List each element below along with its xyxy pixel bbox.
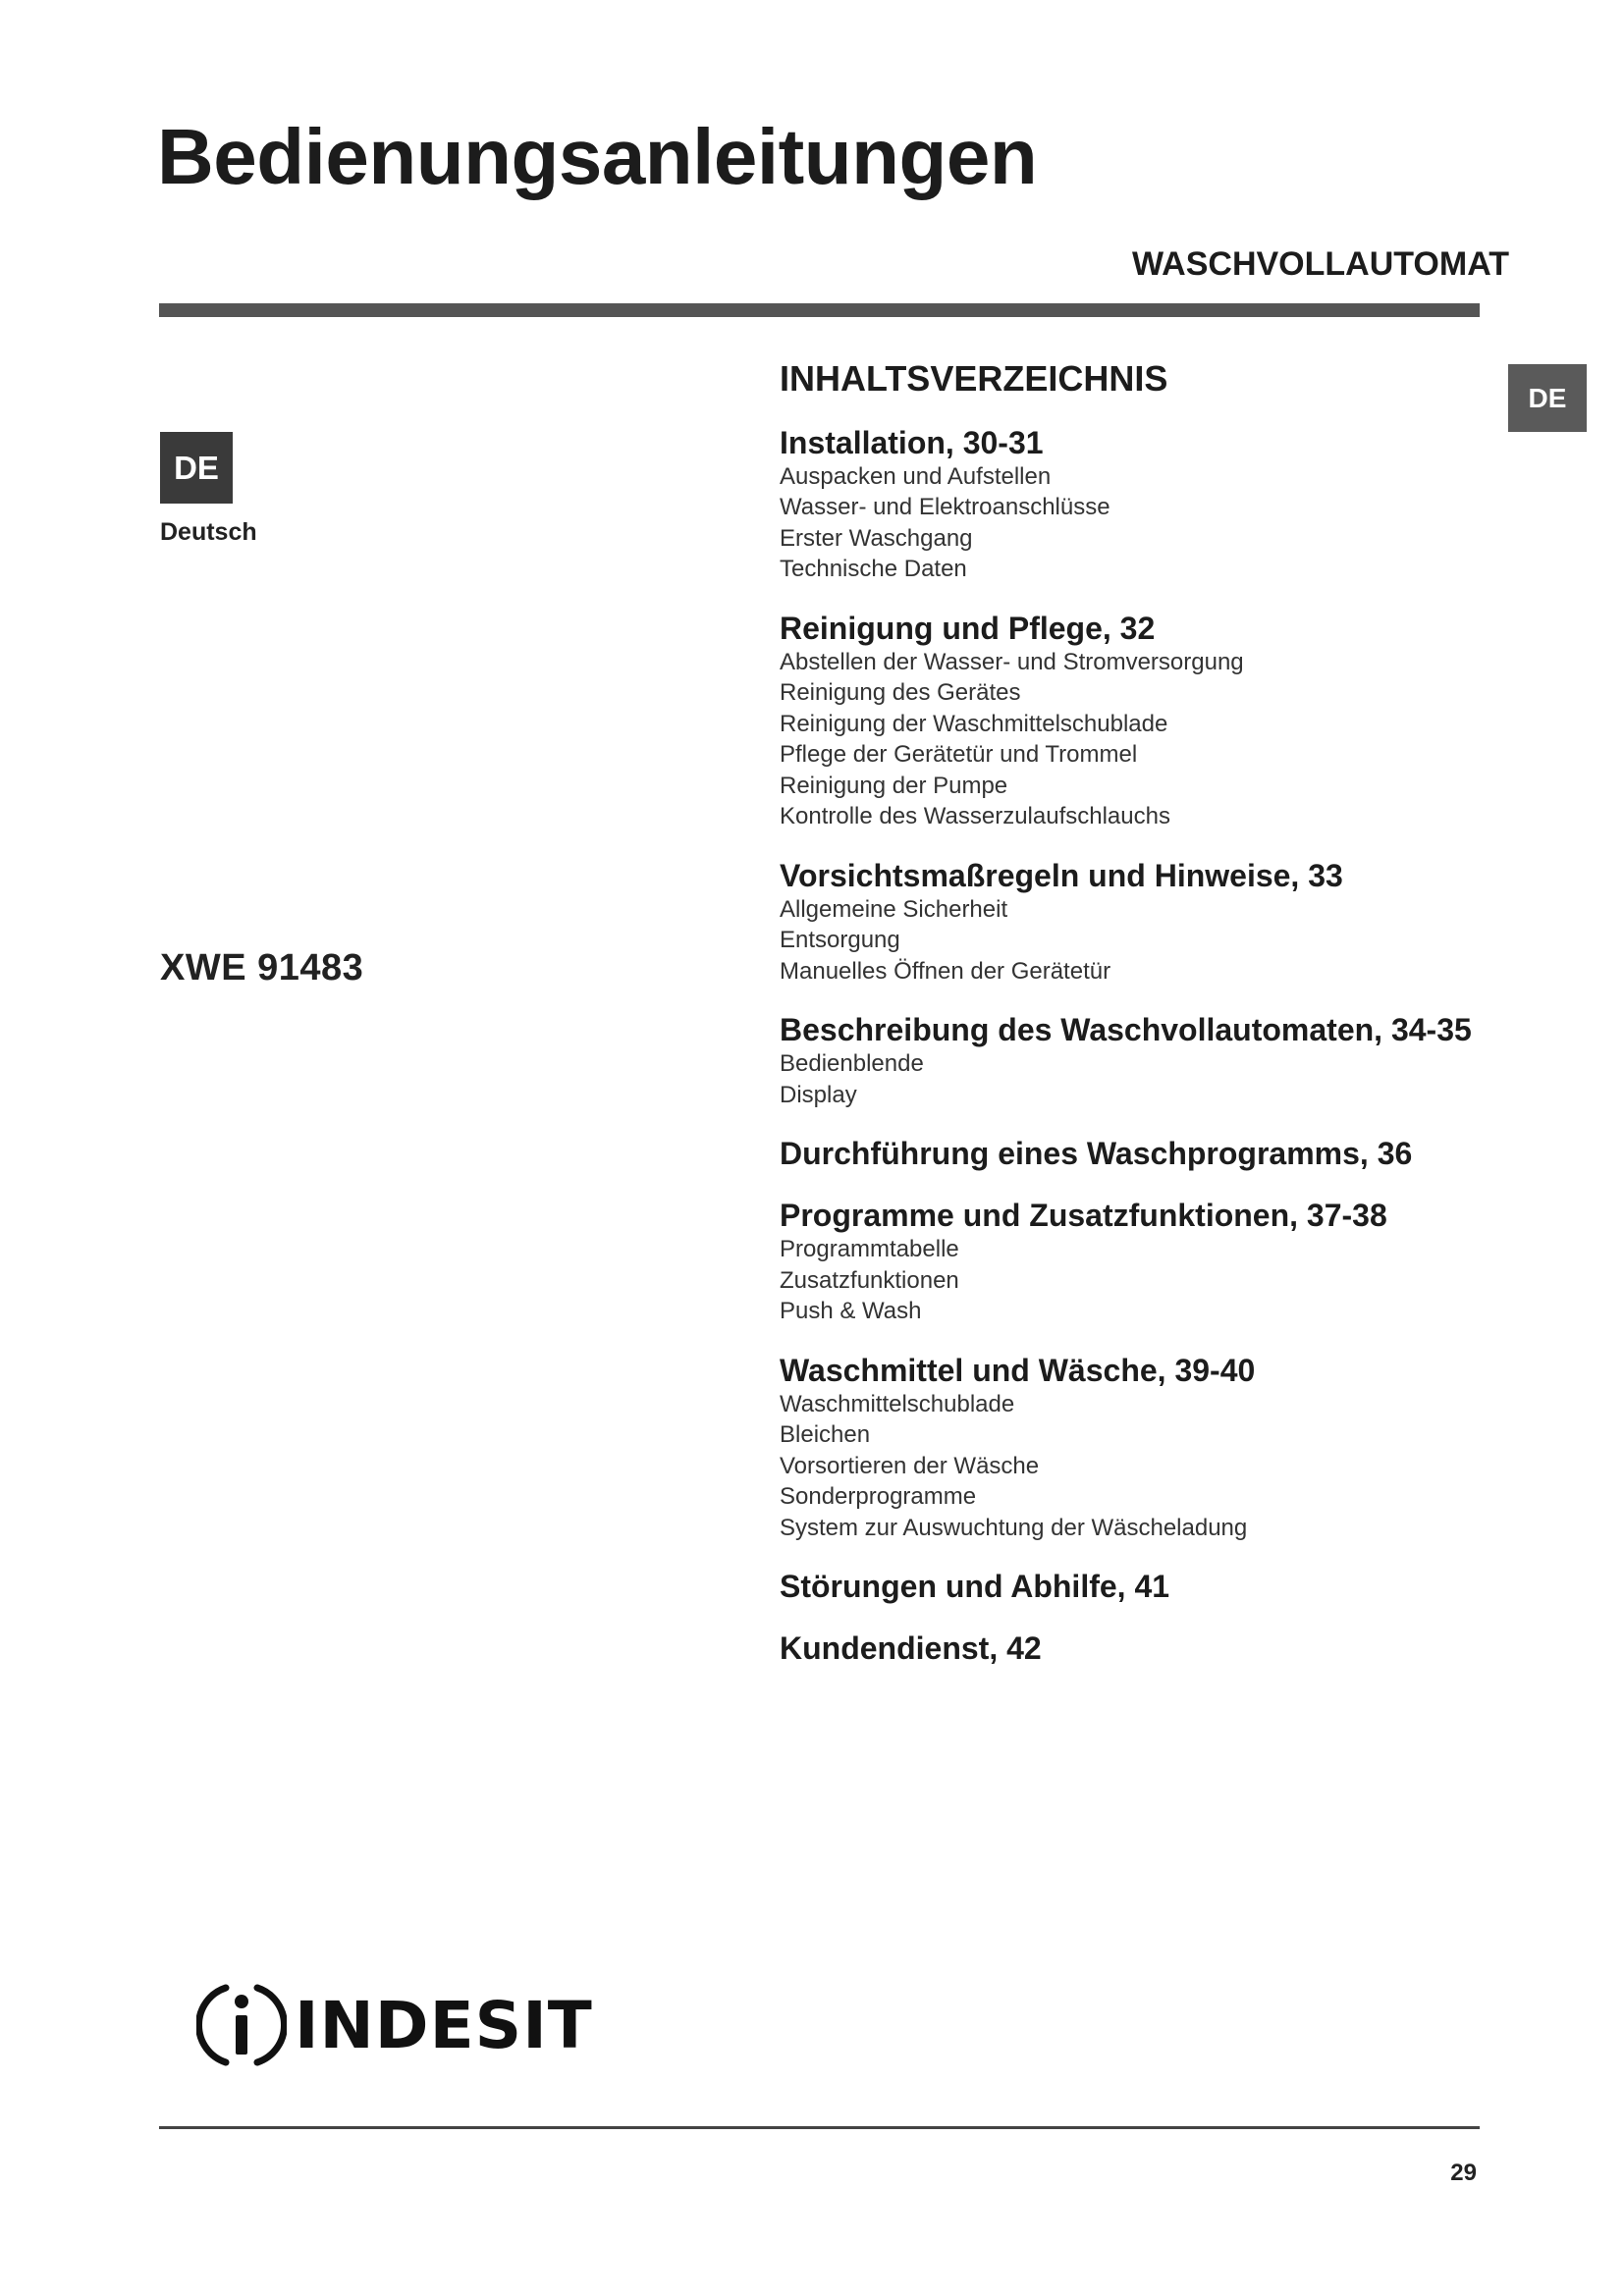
toc-section <box>780 1197 1545 1327</box>
toc-item: Allgemeine Sicherheit <box>780 895 1008 923</box>
language-name: Deutsch <box>160 518 257 546</box>
language-badge: DE <box>160 432 233 504</box>
toc-item: Bleichen <box>780 1421 871 1449</box>
toc-item: Entsorgung <box>780 927 900 954</box>
brand-name: INDESIT <box>295 1987 593 2063</box>
toc-item: Kontrolle des Wasserzulaufschlauchs <box>780 803 1170 830</box>
toc-item: Technische Daten <box>780 556 967 583</box>
toc-section <box>780 424 1545 585</box>
header-divider <box>159 303 1480 317</box>
toc-item: Sonderprogramme <box>780 1483 977 1511</box>
page-title: Bedienungsanleitungen <box>157 113 1038 200</box>
toc-section <box>780 1135 1545 1172</box>
toc-item: Zusatzfunktionen <box>780 1266 959 1294</box>
toc-item: Pflege der Gerätetür und Trommel <box>780 741 1138 769</box>
toc-item: Bedienblende <box>780 1050 924 1078</box>
page-number: 29 <box>1450 2160 1477 2186</box>
page-subtitle: WASCHVOLLAUTOMAT <box>1131 245 1509 283</box>
toc-item: Push & Wash <box>780 1298 922 1325</box>
toc-item: Erster Waschgang <box>780 524 973 552</box>
toc-item: Vorsortieren der Wäsche <box>780 1452 1040 1479</box>
toc-item: Auspacken und Aufstellen <box>780 462 1052 490</box>
toc-section-heading: Reinigung und Pflege, 32 <box>780 610 1156 646</box>
toc-item: Programmtabelle <box>780 1236 959 1263</box>
brand-logo <box>196 1980 593 2070</box>
toc-item: Waschmittelschublade <box>780 1390 1015 1417</box>
toc-sections <box>780 424 1545 1668</box>
language-side-tab: DE <box>1508 364 1587 432</box>
toc-section-heading: Installation, 30-31 <box>780 424 1044 460</box>
toc-section <box>780 1011 1545 1110</box>
toc-item: Abstellen der Wasser- und Stromversorgung <box>780 648 1244 675</box>
model-number: XWE 91483 <box>160 947 364 988</box>
toc-item: Manuelles Öffnen der Gerätetür <box>780 957 1111 985</box>
toc-title: INHALTSVERZEICHNIS <box>780 358 1168 399</box>
toc-item: Reinigung des Gerätes <box>780 679 1021 707</box>
toc-item: Wasser- und Elektroanschlüsse <box>780 494 1110 521</box>
toc-section <box>780 1352 1545 1544</box>
toc-section-heading: Programme und Zusatzfunktionen, 37-38 <box>780 1198 1387 1234</box>
toc-section <box>780 1568 1545 1605</box>
toc-section-heading: Durchführung eines Waschprogramms, 36 <box>780 1136 1413 1172</box>
toc-section-heading: Störungen und Abhilfe, 41 <box>780 1569 1170 1605</box>
toc-item: System zur Auswuchtung der Wäscheladung <box>780 1514 1248 1541</box>
toc-section <box>780 857 1545 988</box>
toc-section <box>780 1629 1545 1667</box>
toc-section-heading: Waschmittel und Wäsche, 39-40 <box>780 1352 1256 1388</box>
toc-section-heading: Vorsichtsmaßregeln und Hinweise, 33 <box>780 857 1343 893</box>
footer-divider <box>159 2126 1480 2129</box>
toc-item: Reinigung der Pumpe <box>780 772 1008 799</box>
toc-item: Reinigung der Waschmittelschublade <box>780 710 1168 737</box>
toc-item: Display <box>780 1081 857 1108</box>
table-of-contents <box>780 359 1545 1691</box>
toc-section <box>780 610 1545 832</box>
toc-section-heading: Beschreibung des Waschvollautomaten, 34-35 <box>780 1012 1472 1048</box>
toc-section-heading: Kundendienst, 42 <box>780 1630 1042 1667</box>
indesit-logo-icon <box>196 1980 287 2070</box>
